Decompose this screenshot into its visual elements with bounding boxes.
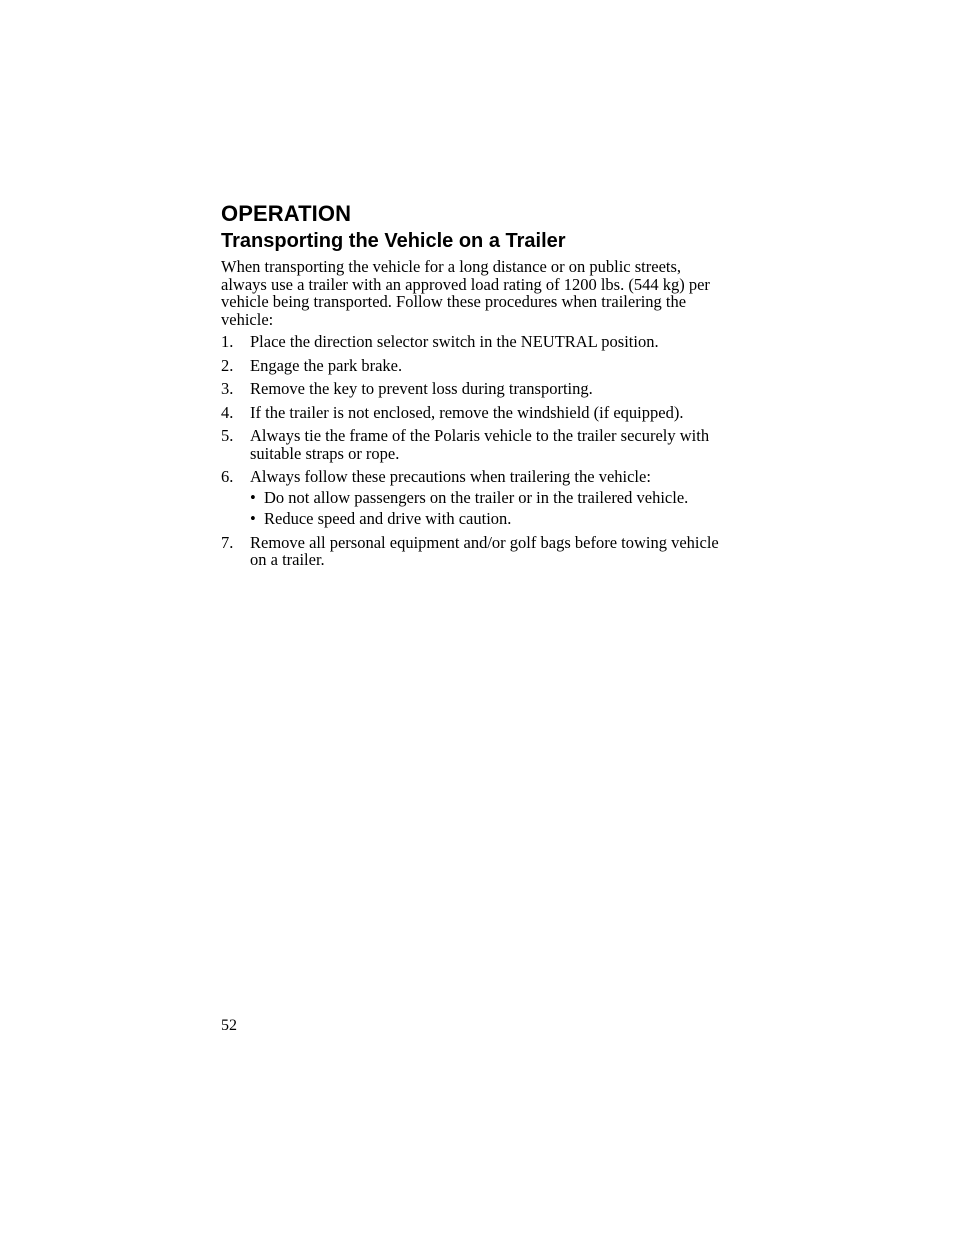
step-text: If the trailer is not enclosed, remove the windshield (if equipped). <box>250 402 684 422</box>
step-number: 2. <box>221 355 234 375</box>
step-item <box>221 357 721 375</box>
section-title: OPERATION <box>221 201 352 226</box>
step-text: Remove the key to prevent loss during transporting. <box>250 379 593 398</box>
bullet-icon: • <box>250 509 256 528</box>
step-text: Engage the park brake. <box>250 355 403 375</box>
bullet-item <box>250 489 721 507</box>
step-text: Always tie the frame of the Polaris vehicle to the trailer securely with suitable straps or rope. <box>250 426 710 463</box>
step-number: 4. <box>221 402 234 422</box>
step-item <box>221 404 721 422</box>
content-body <box>221 258 721 575</box>
bullet-item <box>250 510 721 528</box>
step-text: Always follow these precautions when trailering the vehicle: <box>250 467 651 486</box>
step-text: Remove all personal equipment and/or golf bags before towing vehicle on a trailer. <box>250 532 719 569</box>
step-number: 5. <box>221 426 234 445</box>
step-item <box>221 468 721 528</box>
bullet-text: Do not allow passengers on the trailer or in the trailered vehicle. <box>264 487 689 507</box>
subsection-title: Transporting the Vehicle on a Trailer <box>221 230 566 252</box>
step-text: Place the direction selector switch in the NEUTRAL position. <box>250 332 659 351</box>
step-number: 1. <box>221 332 234 351</box>
page-number: 52 <box>221 1017 237 1034</box>
step-item <box>221 534 721 569</box>
step-number: 6. <box>221 467 234 486</box>
step-number: 7. <box>221 532 234 552</box>
step-item <box>221 380 721 398</box>
bullet-text: Reduce speed and drive with caution. <box>264 509 512 528</box>
bullet-icon: • <box>250 487 256 507</box>
steps-list <box>221 333 721 569</box>
step-item <box>221 427 721 462</box>
intro-paragraph: When transporting the vehicle for a long distance or on public streets, always use a trailer with an approved load rating of 1200 lbs. (544 kg) per vehicle being transported. Follow these procedures when trailering the vehicle: <box>221 257 710 329</box>
step-item <box>221 333 721 351</box>
precautions-list <box>250 489 721 528</box>
step-number: 3. <box>221 379 234 398</box>
